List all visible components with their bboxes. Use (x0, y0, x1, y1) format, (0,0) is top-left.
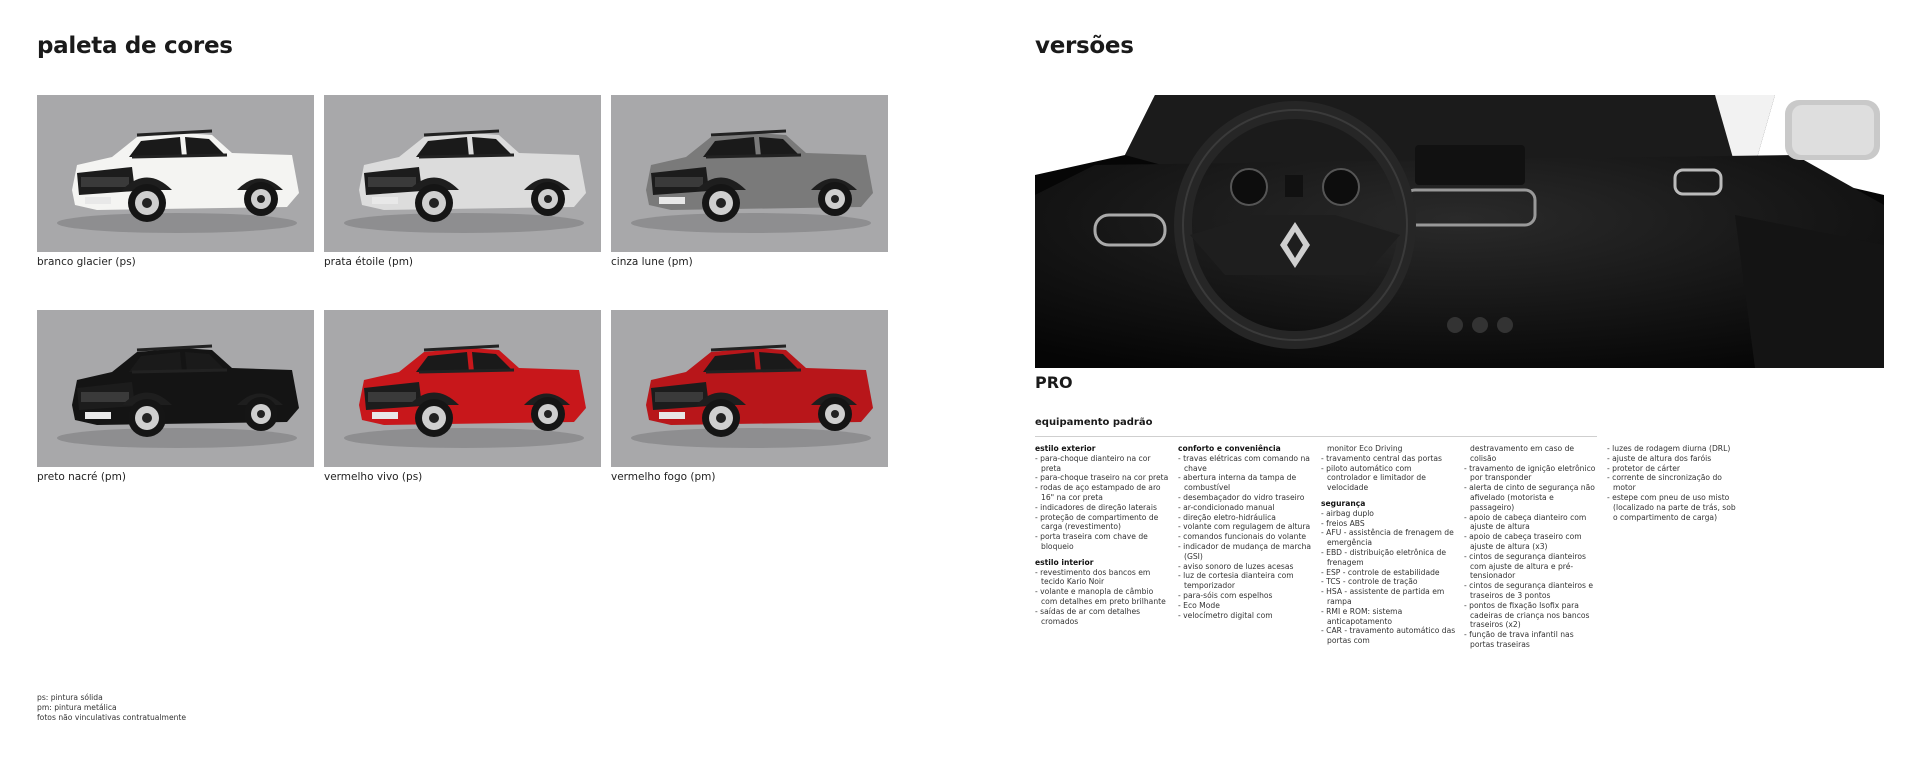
equipment-item: - para-choque traseiro na cor preta (1035, 473, 1169, 483)
continued-text: monitor Eco Driving (1327, 444, 1403, 453)
section-heading: estilo exterior (1035, 444, 1096, 453)
equipment-column (1178, 444, 1313, 620)
equipment-column (1321, 444, 1456, 646)
equipment-item: - rodas de aço estampado de aro 16" na cor preta (1035, 483, 1161, 502)
swatch-card (611, 95, 888, 268)
pickup-truck-image (611, 95, 888, 252)
continued-text: destravamento em caso de colisão (1470, 444, 1575, 463)
equipment-item: - revestimento dos bancos em tecido Kario Noir (1035, 567, 1151, 587)
truck-photo (611, 310, 888, 467)
equipment-item: - desembaçador do vidro traseiro (1178, 492, 1305, 502)
equipment-column (1607, 444, 1742, 522)
equipment-item: - piloto automático com controlador e limitador de velocidade (1321, 463, 1426, 493)
swatch-caption: cinza lune (pm) (611, 256, 693, 268)
swatch-card (611, 310, 888, 483)
equipment-item: - EBD - distribuição eletrônica de frenagem (1321, 547, 1446, 567)
palette-title: paleta de cores (37, 33, 233, 59)
divider (1035, 436, 1597, 437)
equipment-item: - HSA - assistente de partida em rampa (1321, 587, 1445, 606)
equipment-column (1464, 444, 1599, 650)
swatch-card (37, 310, 314, 483)
item-list (1464, 464, 1599, 650)
item-list (1321, 454, 1456, 493)
equipment-item: - protetor de cárter (1607, 463, 1681, 473)
truck-photo (611, 95, 888, 252)
equipment-item: - velocímetro digital com (1178, 610, 1273, 620)
equipment-item: - RMI e ROM: sistema anticapotamento (1321, 606, 1403, 626)
equipment-item: - abertura interna da tampa de combustível (1178, 473, 1297, 493)
pickup-truck-image (611, 310, 888, 467)
equipment-item: - estepe com pneu de uso misto (localizado na parte de trás, sob o compartimento de carga) (1607, 492, 1736, 522)
swatch-caption: branco glacier (ps) (37, 256, 136, 268)
version-name: PRO (1035, 373, 1073, 392)
swatch-caption: prata étoile (pm) (324, 256, 414, 268)
equipment-item: - travamento de ignição eletrônico por transponder (1464, 463, 1596, 483)
item-list (1607, 444, 1742, 522)
equipment-item: - AFU - assistência de frenagem de emergência (1321, 528, 1454, 548)
footnote: pm: pintura metálica (37, 703, 117, 712)
equipment-item: - para-choque dianteiro na cor preta (1035, 453, 1151, 473)
item-list (1321, 509, 1456, 646)
pickup-truck-image (37, 310, 314, 467)
equipment-item: - luz de cortesia dianteira com temporizador (1178, 571, 1294, 591)
swatch-card (324, 95, 601, 268)
equipment-item: - alerta de cinto de segurança não afivelado (motorista e passageiro) (1464, 483, 1595, 512)
equipment-item: - volante com regulagem de altura (1178, 522, 1311, 532)
equipment-item: - proteção de compartimento de carga (revestimento) (1035, 512, 1159, 532)
equipment-item: - Eco Mode (1178, 600, 1220, 610)
equipment-item: - ESP - controle de estabilidade (1321, 567, 1440, 577)
equipment-item: - freios ABS (1321, 518, 1365, 528)
dashboard-image (1035, 95, 1884, 368)
swatch-card (324, 310, 601, 483)
swatch-caption: vermelho vivo (ps) (324, 471, 423, 483)
swatch-caption: preto nacré (pm) (37, 471, 126, 483)
truck-photo (37, 310, 314, 467)
equipment-item: - indicador de mudança de marcha (GSI) (1178, 541, 1312, 561)
item-list (1035, 454, 1170, 552)
swatch-caption: vermelho fogo (pm) (611, 471, 716, 483)
equipment-item: - porta traseira com chave de bloqueio (1035, 532, 1148, 551)
equipment-item: - apoio de cabeça dianteiro com ajuste de altura (1464, 512, 1587, 532)
pickup-truck-image (37, 95, 314, 252)
equipment-item: - indicadores de direção laterais (1035, 502, 1157, 512)
section-heading: conforto e conveniência (1178, 444, 1281, 453)
interior-photo (1035, 95, 1884, 368)
pickup-truck-image (324, 95, 601, 252)
equipment-item: - cintos de segurança dianteiros com ajuste de altura e pré-tensionador (1464, 551, 1586, 581)
equipment-item: - CAR - travamento automático das portas com (1321, 626, 1456, 646)
equipment-item: - airbag duplo (1321, 508, 1374, 518)
item-list (1178, 454, 1313, 621)
equipment-item: - aviso sonoro de luzes acesas (1178, 561, 1294, 571)
equipment-item: - direção eletro-hidráulica (1178, 512, 1276, 522)
equipment-item: - saídas de ar com detalhes cromados (1035, 606, 1141, 626)
equipment-item: - função de trava infantil nas portas traseiras (1464, 630, 1574, 649)
equipment-item: - cintos de segurança dianteiros e traseiros de 3 pontos (1464, 581, 1594, 600)
equipment-item: - apoio de cabeça traseiro com ajuste de altura (x3) (1464, 532, 1582, 551)
section-heading: segurança (1321, 498, 1366, 508)
equipment-column (1035, 444, 1170, 626)
equipment-item: - travamento central das portas (1321, 453, 1442, 463)
item-list (1035, 568, 1170, 627)
footnote: ps: pintura sólida (37, 693, 103, 702)
equipment-item: - para-sóis com espelhos (1178, 590, 1273, 600)
versions-title: versões (1035, 33, 1134, 59)
equipment-item: - comandos funcionais do volante (1178, 532, 1307, 542)
truck-photo (324, 95, 601, 252)
equipment-item: - ajuste de altura dos faróis (1607, 453, 1712, 463)
equipment-item: - volante e manopla de câmbio com detalhes em preto brilhante (1035, 587, 1166, 606)
pickup-truck-image (324, 310, 601, 467)
truck-photo (324, 310, 601, 467)
equipment-item: - travas elétricas com comando na chave (1178, 453, 1310, 473)
equipment-title: equipamento padrão (1035, 417, 1153, 428)
equipment-item: - corrente de sincronização do motor (1607, 473, 1722, 493)
swatch-card (37, 95, 314, 268)
section-heading: estilo interior (1035, 557, 1094, 567)
equipment-item: - TCS - controle de tração (1321, 577, 1418, 587)
footnote: fotos não vinculativas contratualmente (37, 713, 187, 722)
truck-photo (37, 95, 314, 252)
equipment-item: - luzes de rodagem diurna (DRL) (1607, 444, 1731, 453)
equipment-item: - ar-condicionado manual (1178, 502, 1275, 512)
equipment-item: - pontos de fixação Isofix para cadeiras de criança nos bancos traseiros (x2) (1464, 600, 1590, 630)
